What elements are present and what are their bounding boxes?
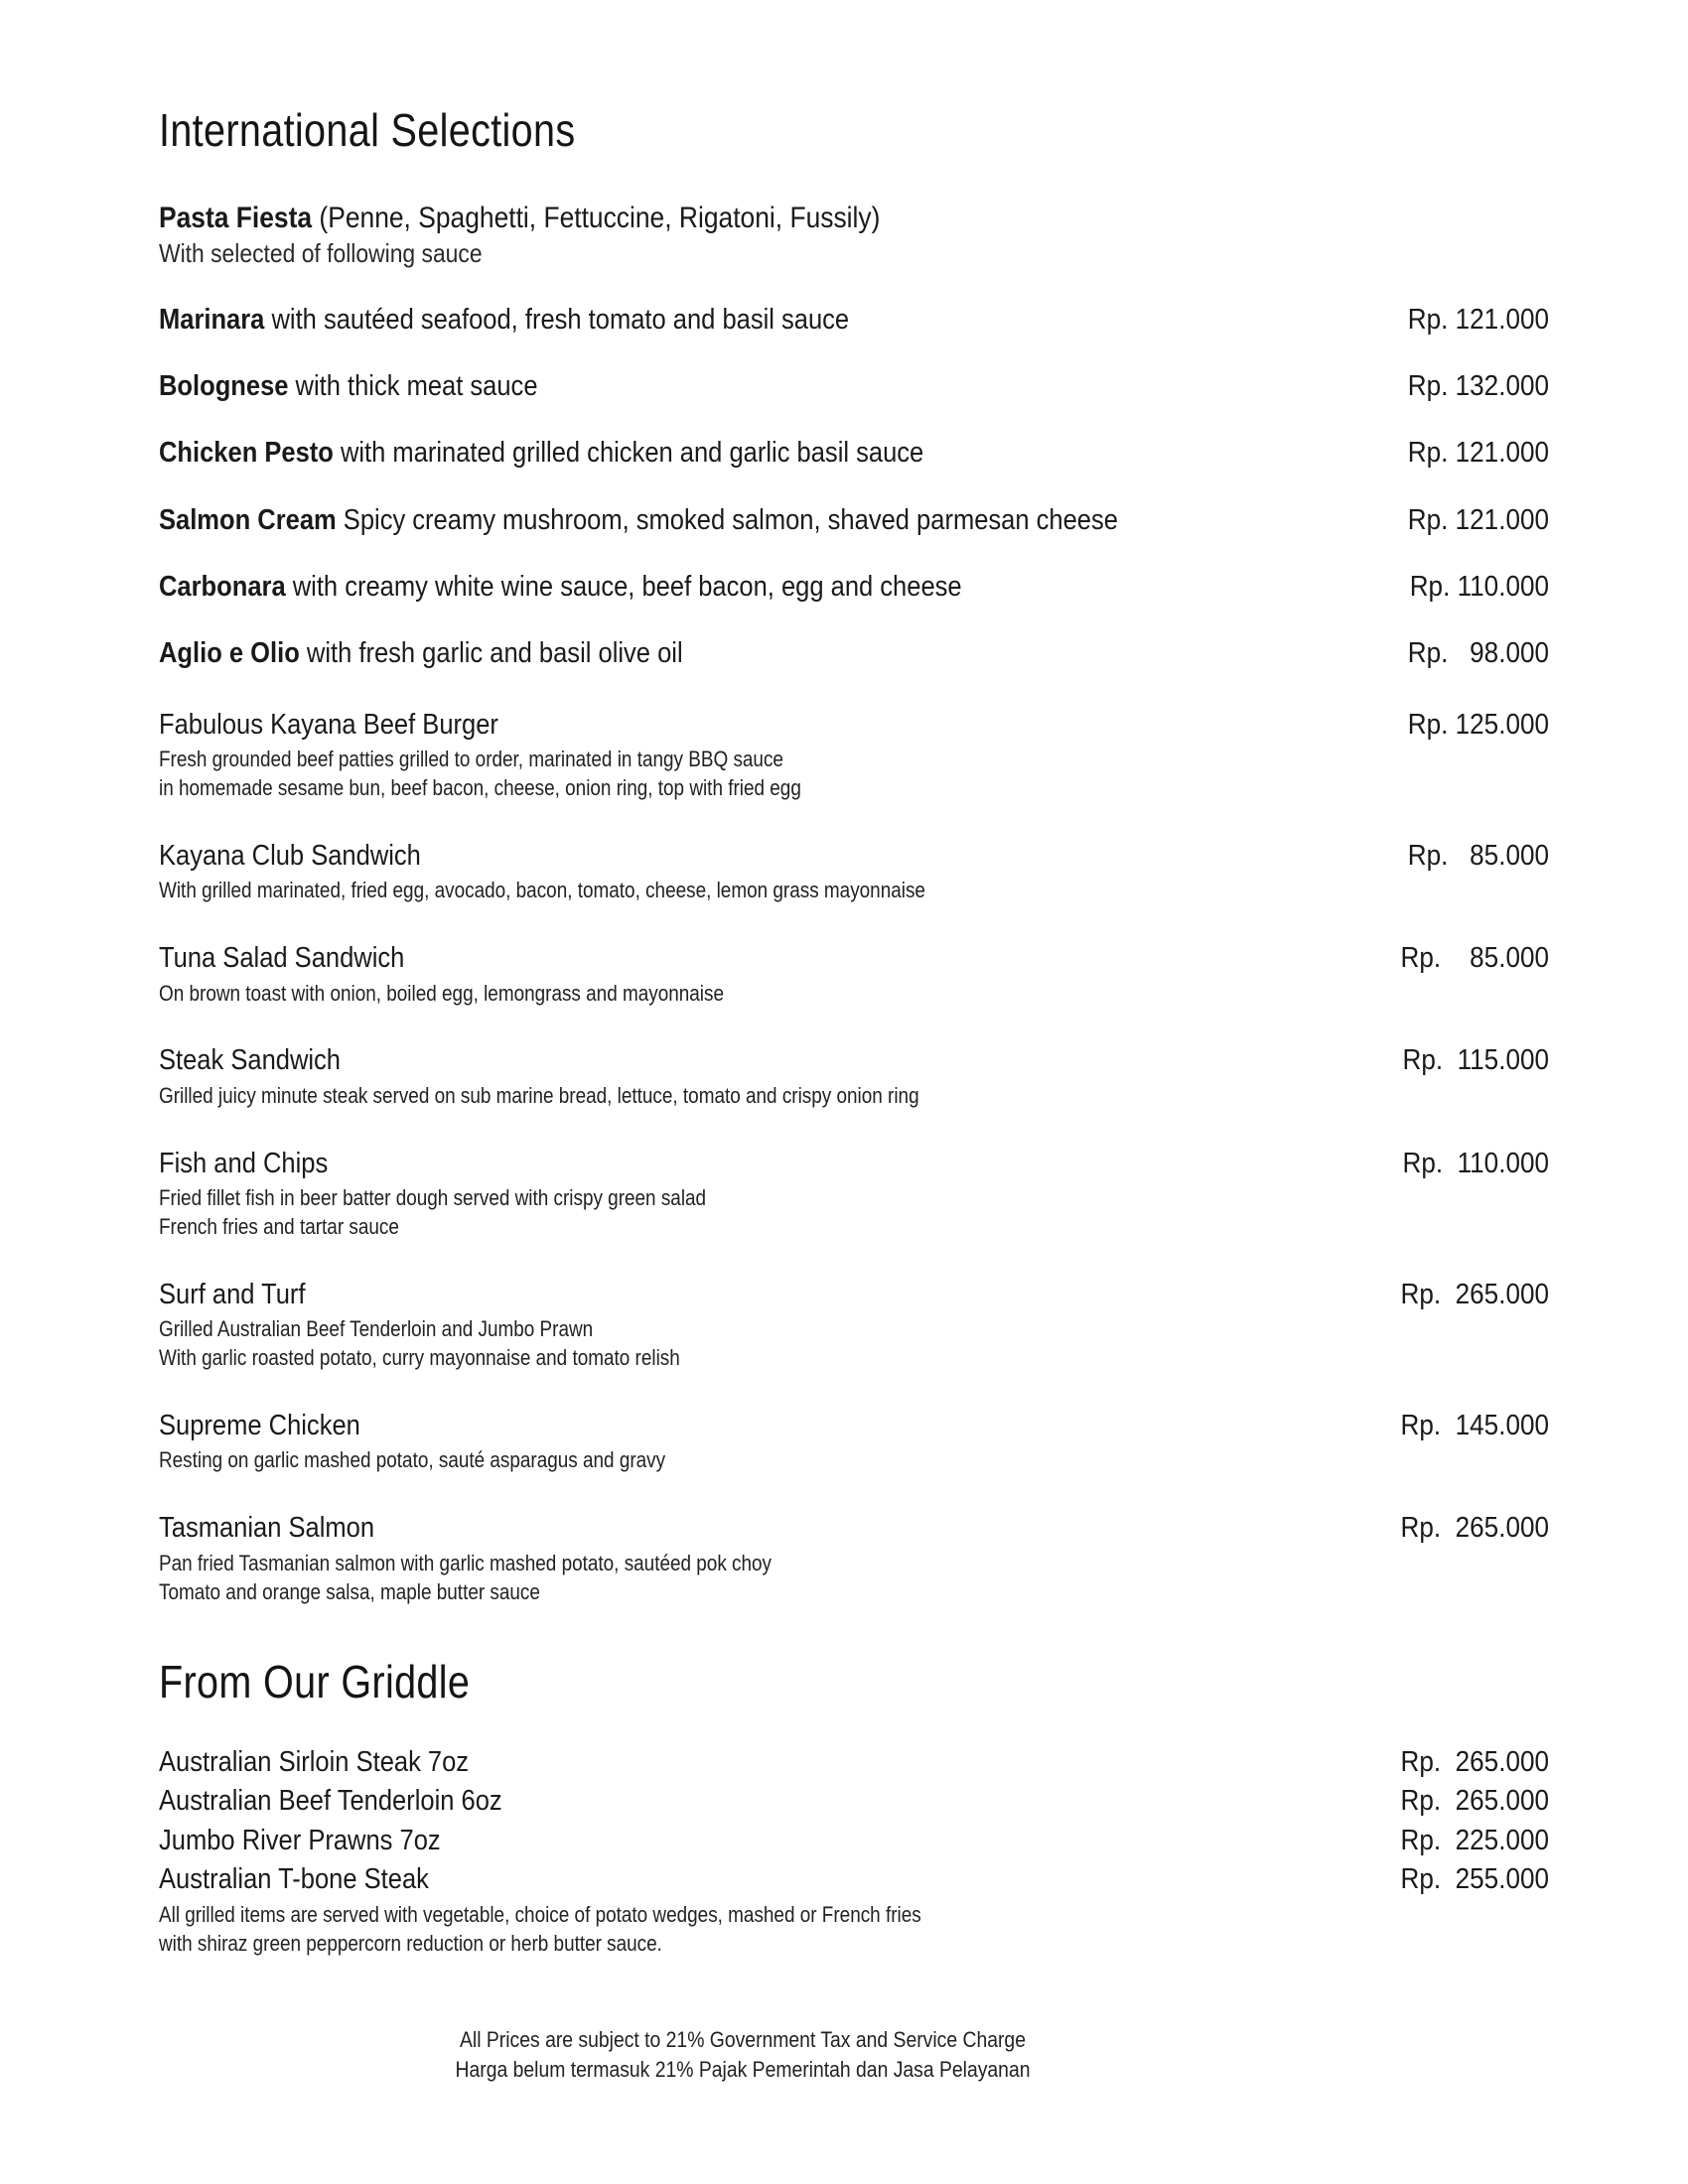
menu-item-price: Rp. 132.000 <box>1407 369 1549 402</box>
menu-item-price: Rp. 265.000 <box>1400 1746 1549 1779</box>
menu-item-price: Rp. 265.000 <box>1400 1512 1549 1545</box>
menu-item-desc-line: Fried fillet fish in beer batter dough served with crispy green salad <box>159 1185 707 1211</box>
menu-item-price: Rp. 145.000 <box>1400 1409 1549 1441</box>
menu-item-line <box>159 304 849 337</box>
menu-item-desc: with creamy white wine sauce, beef bacon, egg and cheese <box>292 570 962 603</box>
griddle-row-australian-t-bone-steak <box>159 1861 1549 1898</box>
menu-item-price: Rp. 125.000 <box>1407 708 1549 741</box>
menu-item-desc-line: With grilled marinated, fried egg, avocado, bacon, tomato, cheese, lemon grass mayonnaise <box>159 878 925 903</box>
menu-item-price: Rp. 110.000 <box>1402 1147 1549 1179</box>
pasta-fiesta-header <box>159 201 1549 270</box>
menu-item-desc-line: Pan fried Tasmanian salmon with garlic mashed potato, sautéed pok choy <box>159 1550 773 1575</box>
griddle-item-list <box>159 1744 1549 1957</box>
menu-block-tuna-salad-sandwich <box>159 942 1549 1007</box>
menu-item-desc-line: French fries and tartar sauce <box>159 1213 399 1239</box>
footer-line-indonesian: Harga belum termasuk 21% Pajak Pemerintah dan Jasa Pelayanan <box>455 2056 1031 2082</box>
menu-item-line <box>159 504 1118 537</box>
menu-block-head <box>159 1512 1549 1544</box>
menu-content <box>159 104 1549 1957</box>
menu-item-desc-line: Resting on garlic mashed potato, sauté asparagus and gravy <box>159 1447 666 1473</box>
menu-item-name: Bolognese <box>159 369 289 402</box>
menu-block-surf-and-turf <box>159 1279 1549 1372</box>
menu-block-steak-sandwich <box>159 1044 1549 1109</box>
menu-item-title: Jumbo River Prawns 7oz <box>159 1824 441 1856</box>
menu-item-title: Tasmanian Salmon <box>159 1512 375 1545</box>
menu-item-price: Rp. 121.000 <box>1407 503 1549 536</box>
pasta-fiesta-name: Pasta Fiesta <box>159 202 313 234</box>
pasta-fiesta-variants: (Penne, Spaghetti, Fettuccine, Rigatoni, Fussily) <box>319 202 881 234</box>
griddle-note-line: with shiraz green peppercorn reduction or herb butter sauce. <box>159 1930 662 1956</box>
menu-item-line <box>159 571 962 604</box>
menu-item-name: Aglio e Olio <box>159 637 300 670</box>
menu-block-kayana-club-sandwich <box>159 840 1549 904</box>
menu-item-title: Fabulous Kayana Beef Burger <box>159 708 498 741</box>
menu-block-head <box>159 840 1549 872</box>
menu-item-title: Australian Sirloin Steak 7oz <box>159 1746 470 1779</box>
footer-line-english: All Prices are subject to 21% Government Tax and Service Charge <box>460 2027 1026 2052</box>
menu-item-desc-line: Tomato and orange salsa, maple butter sauce <box>159 1578 540 1604</box>
menu-block-head <box>159 709 1549 741</box>
menu-item-price: Rp. 85.000 <box>1400 942 1549 975</box>
menu-item-price: Rp. 265.000 <box>1400 1785 1549 1818</box>
menu-item-title: Australian T-bone Steak <box>159 1862 429 1895</box>
menu-item-desc: Spicy creamy mushroom, smoked salmon, shaved parmesan cheese <box>343 503 1118 536</box>
menu-item-line <box>159 437 923 470</box>
menu-block-head <box>159 1148 1549 1179</box>
menu-item-title: Kayana Club Sandwich <box>159 839 421 872</box>
menu-row-carbonara <box>159 571 1549 604</box>
menu-item-price: Rp. 255.000 <box>1400 1862 1549 1895</box>
menu-item-title: Australian Beef Tenderloin 6oz <box>159 1785 502 1818</box>
menu-item-desc-line: Fresh grounded beef patties grilled to order, marinated in tangy BBQ sauce <box>159 747 783 772</box>
griddle-note-line: All grilled items are served with vegetable, choice of potato wedges, mashed or French fries <box>159 1901 921 1927</box>
menu-item-price: Rp. 110.000 <box>1409 570 1549 603</box>
pasta-fiesta-subtitle: With selected of following sauce <box>159 238 483 269</box>
menu-item-price: Rp. 121.000 <box>1407 437 1549 470</box>
menu-item-title: Surf and Turf <box>159 1278 306 1310</box>
menu-item-price: Rp. 265.000 <box>1400 1278 1549 1310</box>
menu-block-head <box>159 1410 1549 1441</box>
menu-item-title: Supreme Chicken <box>159 1409 360 1441</box>
menu-item-price: Rp. 98.000 <box>1407 637 1549 670</box>
menu-item-desc: with marinated grilled chicken and garlic basil sauce <box>340 437 924 470</box>
section-title-international-selections: International Selections <box>159 104 576 156</box>
menu-item-price: Rp. 115.000 <box>1402 1044 1549 1077</box>
menu-item-name: Chicken Pesto <box>159 437 334 470</box>
pasta-fiesta-title-line <box>159 201 1382 235</box>
menu-item-title: Tuna Salad Sandwich <box>159 942 405 975</box>
menu-item-desc: with thick meat sauce <box>295 369 538 402</box>
menu-block-fish-and-chips <box>159 1148 1549 1241</box>
griddle-row-australian-beef-tenderloin <box>159 1783 1549 1820</box>
menu-item-price: Rp. 85.000 <box>1407 839 1549 872</box>
menu-item-name: Marinara <box>159 303 265 336</box>
section-gap <box>159 1605 1549 1659</box>
menu-row-chicken-pesto <box>159 437 1549 470</box>
section-title-from-our-griddle: From Our Griddle <box>159 1656 471 1708</box>
menu-row-aglio-e-olio <box>159 637 1549 670</box>
menu-block-head <box>159 942 1549 974</box>
menu-item-name: Carbonara <box>159 570 286 603</box>
menu-item-title: Steak Sandwich <box>159 1044 342 1077</box>
menu-item-price: Rp. 225.000 <box>1400 1824 1549 1856</box>
menu-item-desc-line: With garlic roasted potato, curry mayonnaise and tomato relish <box>159 1345 680 1371</box>
menu-block-head <box>159 1044 1549 1076</box>
menu-item-desc-line: Grilled Australian Beef Tenderloin and Jumbo Prawn <box>159 1316 594 1342</box>
menu-item-desc: with fresh garlic and basil olive oil <box>306 637 683 670</box>
menu-row-salmon-cream <box>159 504 1549 537</box>
menu-item-line <box>159 370 538 403</box>
menu-block-head <box>159 1279 1549 1310</box>
menu-item-desc: with sautéed seafood, fresh tomato and basil sauce <box>271 303 850 336</box>
menu-row-marinara <box>159 304 1549 337</box>
page-footer <box>0 2025 1688 2084</box>
menu-item-desc-line: Grilled juicy minute steak served on sub marine bread, lettuce, tomato and crispy onion ring <box>159 1082 919 1108</box>
menu-item-line <box>159 637 683 670</box>
menu-row-bolognese <box>159 370 1549 403</box>
menu-item-desc-line: in homemade sesame bun, beef bacon, cheese, onion ring, top with fried egg <box>159 774 801 800</box>
menu-item-price: Rp. 121.000 <box>1407 303 1549 336</box>
menu-block-supreme-chicken <box>159 1410 1549 1474</box>
griddle-row-australian-sirloin-steak <box>159 1744 1549 1781</box>
griddle-row-jumbo-river-prawns <box>159 1823 1549 1859</box>
menu-block-tasmanian-salmon <box>159 1512 1549 1605</box>
menu-item-name: Salmon Cream <box>159 503 337 536</box>
menu-item-desc-line: On brown toast with onion, boiled egg, lemongrass and mayonnaise <box>159 980 724 1006</box>
menu-item-title: Fish and Chips <box>159 1147 329 1179</box>
menu-block-fabulous-kayana-beef-burger <box>159 709 1549 802</box>
